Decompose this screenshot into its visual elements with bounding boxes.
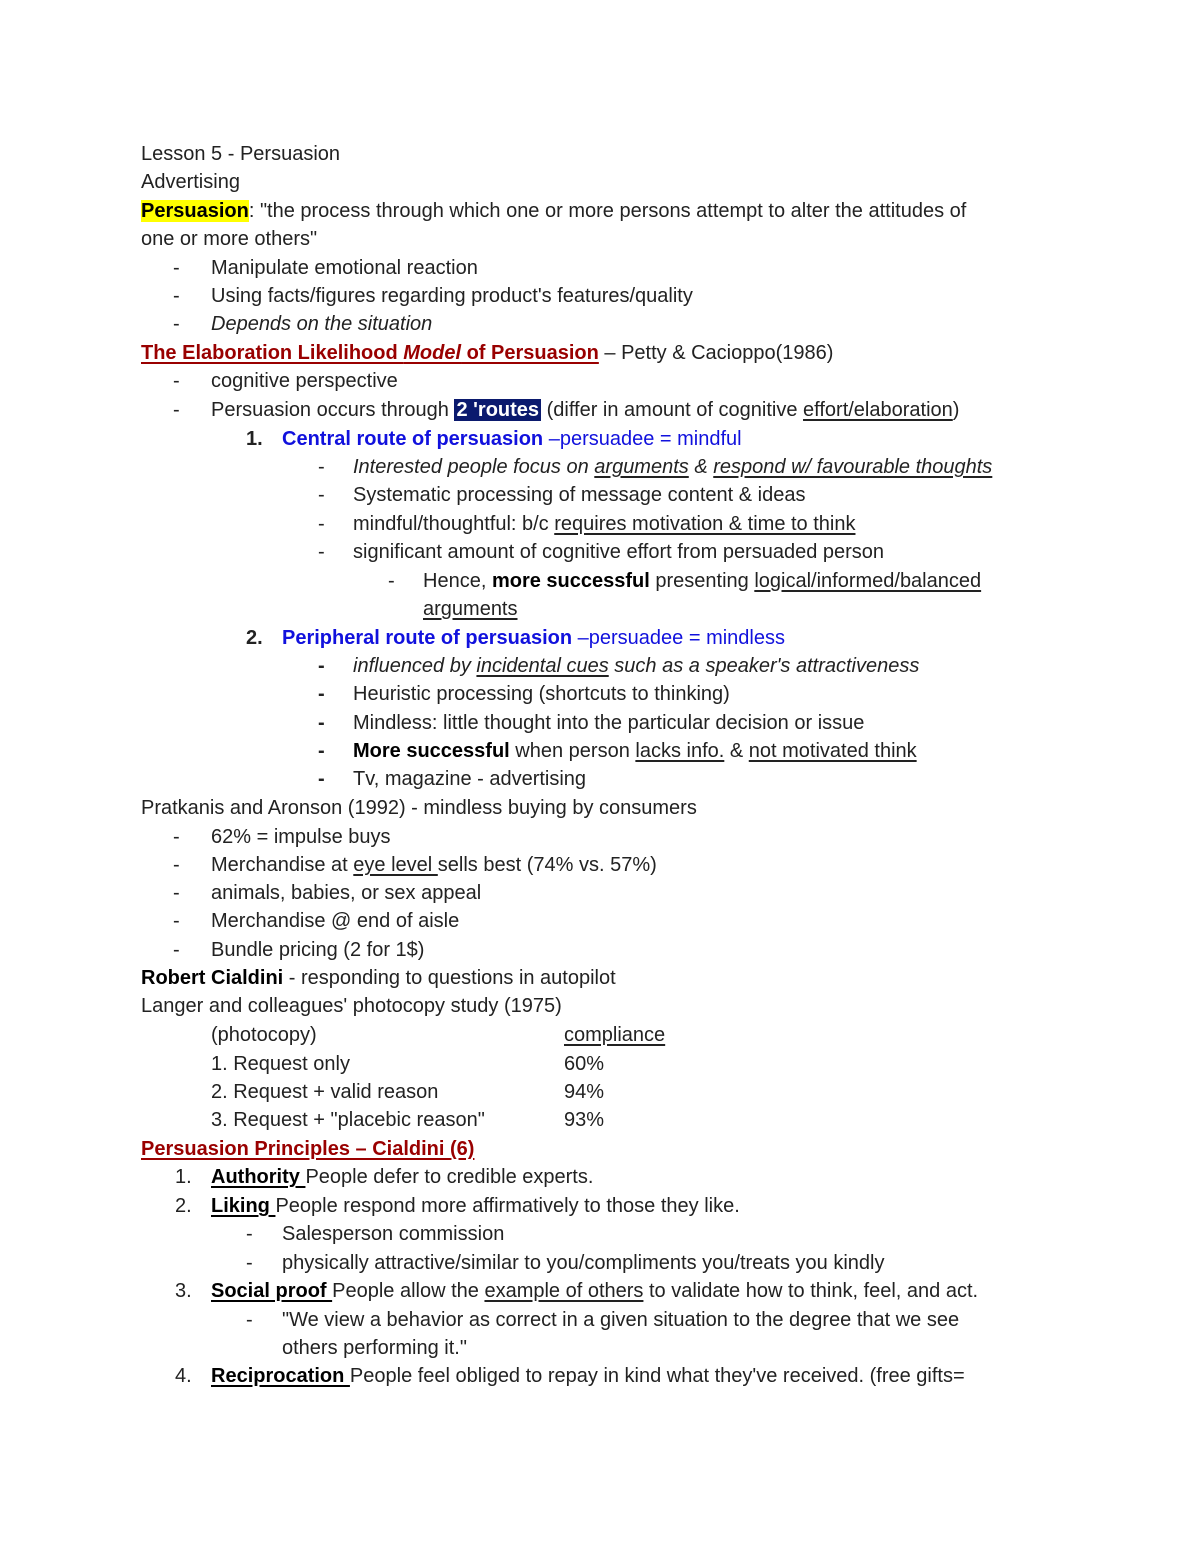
pratkanis-bullet: Merchandise @ end of aisle (211, 910, 460, 932)
bullet-dash: - (173, 370, 180, 392)
langer-row-value: 60% (564, 1053, 605, 1075)
peripheral-bullet: Mindless: little thought into the particular decision or issue (353, 712, 865, 734)
principles-heading: Persuasion Principles – Cialdini (6) (141, 1138, 475, 1160)
peripheral-bullet: influenced by incidental cues such as a speaker's attractiveness (353, 655, 920, 677)
langer-row-value: 93% (564, 1109, 605, 1131)
principle-number: 3. (175, 1280, 192, 1302)
central-bullet: mindful/thoughtful: b/c requires motivation & time to think (353, 513, 856, 535)
peripheral-route-number: 2. (246, 627, 263, 649)
principle-number: 4. (175, 1365, 192, 1387)
principle-reciprocation: Reciprocation People feel obliged to repay in kind what they've received. (free gifts= (211, 1365, 965, 1387)
bullet-dash: - (318, 768, 325, 790)
principle-number: 1. (175, 1166, 192, 1188)
central-bullet: Systematic processing of message content & ideas (353, 484, 806, 506)
bullet-dash: - (318, 683, 325, 705)
topic-heading: Advertising (141, 171, 240, 193)
social-proof-quote: "We view a behavior as correct in a given situation to the degree that we see (282, 1309, 960, 1331)
langer-row-value: 94% (564, 1081, 605, 1103)
bullet-dash: - (318, 456, 325, 478)
routes-highlight: 2 'routes (456, 399, 540, 421)
pratkanis-bullet: Bundle pricing (2 for 1$) (211, 939, 425, 961)
bullet-dash: - (173, 826, 180, 848)
peripheral-bullet: More successful when person lacks info. & not motivated think (353, 740, 917, 762)
bullet-dash: - (318, 513, 325, 535)
bullet-dash: - (173, 854, 180, 876)
bullet-dash: - (318, 484, 325, 506)
pratkanis-bullet: 62% = impulse buys (211, 826, 391, 848)
definition-term: Persuasion (141, 200, 249, 222)
bullet-dash: - (246, 1223, 253, 1245)
elm-heading: The Elaboration Likelihood Model of Persuasion – Petty & Cacioppo(1986) (141, 342, 834, 364)
bullet-dash: - (173, 313, 180, 335)
principle-social-proof: Social proof People allow the example of others to validate how to think, feel, and act. (211, 1280, 979, 1302)
central-route-number: 1. (246, 428, 263, 450)
bullet-dash: - (246, 1252, 253, 1274)
central-sub-bullet-cont: arguments (423, 598, 518, 620)
langer-col2-header: compliance (564, 1024, 666, 1046)
bullet-dash: - (173, 257, 180, 279)
cialdini-line: Robert Cialdini - responding to questions in autopilot (141, 967, 616, 989)
peripheral-bullet: Heuristic processing (shortcuts to thinking) (353, 683, 730, 705)
definition-bullet: Depends on the situation (211, 313, 433, 335)
langer-row-label: 2. Request + valid reason (211, 1081, 439, 1103)
central-bullet: significant amount of cognitive effort from persuaded person (353, 541, 885, 563)
bullet-dash: - (173, 910, 180, 932)
persuasion-definition-cont: one or more others" (141, 228, 318, 250)
definition-bullet: Using facts/figures regarding product's features/quality (211, 285, 693, 307)
bullet-dash: - (318, 712, 325, 734)
langer-row-label: 3. Request + "placebic reason" (211, 1109, 485, 1131)
langer-col1-header: (photocopy) (211, 1024, 317, 1046)
pratkanis-bullet: Merchandise at eye level sells best (74% vs. 57%) (211, 854, 657, 876)
peripheral-bullet: Tv, magazine - advertising (353, 768, 587, 790)
principle-liking: Liking People respond more affirmatively to those they like. (211, 1195, 740, 1217)
bullet-dash: - (318, 655, 325, 677)
principle-number: 2. (175, 1195, 192, 1217)
bullet-dash: - (173, 882, 180, 904)
central-bullet: Interested people focus on arguments & respond w/ favourable thoughts (353, 456, 993, 478)
pratkanis-heading: Pratkanis and Aronson (1992) - mindless buying by consumers (141, 797, 697, 819)
liking-bullet: Salesperson commission (282, 1223, 505, 1245)
elm-bullet-routes: Persuasion occurs through 2 'routes (differ in amount of cognitive effort/elaboration) (211, 399, 960, 421)
lesson-title: Lesson 5 - Persuasion (141, 143, 341, 165)
liking-bullet: physically attractive/similar to you/compliments you/treats you kindly (282, 1252, 885, 1274)
bullet-dash: - (173, 939, 180, 961)
langer-row-label: 1. Request only (211, 1053, 350, 1075)
bullet-dash: - (246, 1309, 253, 1331)
central-route-heading: Central route of persuasion –persuadee = mindful (282, 428, 742, 450)
bullet-dash: - (173, 285, 180, 307)
pratkanis-bullet: animals, babies, or sex appeal (211, 882, 482, 904)
principle-authority: Authority People defer to credible experts. (211, 1166, 594, 1188)
persuasion-definition: Persuasion: "the process through which one or more persons attempt to alter the attitudes of (141, 200, 967, 222)
elm-bullet: cognitive perspective (211, 370, 398, 392)
social-proof-quote-cont: others performing it." (282, 1337, 467, 1359)
langer-heading: Langer and colleagues' photocopy study (1975) (141, 995, 562, 1017)
central-sub-bullet: Hence, more successful presenting logical/informed/balanced (423, 570, 982, 592)
peripheral-route-heading: Peripheral route of persuasion –persuadee = mindless (282, 627, 785, 649)
bullet-dash: - (388, 570, 395, 592)
bullet-dash: - (318, 541, 325, 563)
bullet-dash: - (173, 399, 180, 421)
bullet-dash: - (318, 740, 325, 762)
definition-bullet: Manipulate emotional reaction (211, 257, 478, 279)
